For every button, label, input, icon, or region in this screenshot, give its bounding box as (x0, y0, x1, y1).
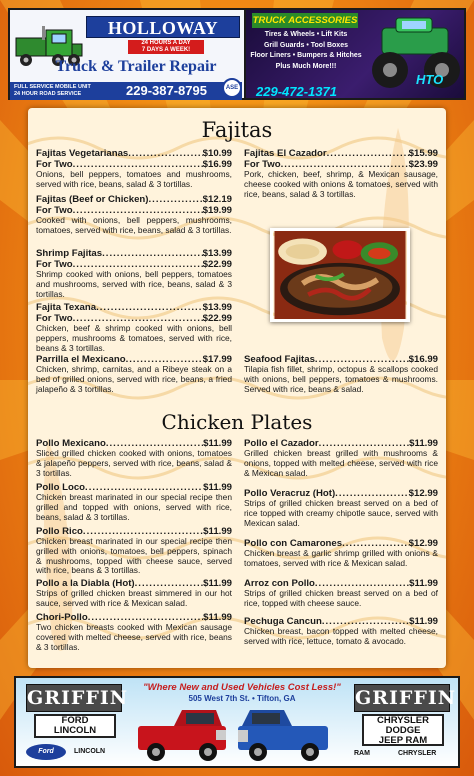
top-advertisement (8, 8, 466, 100)
item-name: Fajitas (Beef or Chicken) (36, 194, 149, 205)
item-name: Fajitas El Cazador (244, 148, 327, 159)
holloway-ad (10, 10, 246, 98)
item-price: $16.99 (408, 354, 438, 365)
item-description: Shrimp cooked with onions, bell peppers, tomatoes and mushrooms, served with rice, beans, salad & 3 tortillas. (36, 269, 232, 299)
leader-dots (327, 148, 409, 159)
menu-item-fajitas-vegetarianas (36, 148, 232, 190)
chicken-plates-section-title: Chicken Plates (161, 410, 313, 434)
service-line-1: FULL SERVICE MOBILE UNIT (14, 84, 91, 90)
item-price: $12.99 (408, 538, 438, 549)
item-description: Chicken, shrimp, carnitas, and a Ribeye steak on a bed of grilled onions, served with rice, beans, a fried jalapeño & 3 tortillas. (36, 364, 232, 394)
menu-item-arroz-con-pollo (244, 578, 438, 609)
menu-item-fajita-texana (36, 302, 232, 353)
dealer-slogan: "Where New and Used Vehicles Cost Less!" (143, 682, 341, 693)
item-description: Onions, bell peppers, tomatoes and mushrooms, served with rice, beans, salad & 3 tortillas. (36, 169, 232, 189)
menu-item-seafood-fajitas (244, 354, 438, 394)
item-price: $12.99 (408, 488, 438, 499)
item-description: Chicken breast marinated in our special recipe then grilled and topped with onions, served with rice, beans, salad & 3 tortillas. (36, 492, 232, 522)
menu-item-pollo-con-camarones (244, 538, 438, 569)
menu-item-pollo-rico (36, 526, 232, 576)
item-name: Shrimp Fajitas (36, 248, 103, 259)
item-price-secondary: $23.99 (408, 159, 438, 170)
item-price: $11.99 (409, 578, 438, 589)
item-price: $12.19 (202, 194, 232, 205)
item-name: Parrilla el Mexicano (36, 354, 126, 365)
item-name-secondary: For Two (244, 159, 281, 170)
item-name: Fajitas Vegetarianas (36, 148, 129, 159)
item-name: Pollo Mexicano (36, 438, 106, 449)
ford-oval-logo: Ford (26, 744, 66, 760)
item-price: $17.99 (202, 354, 232, 365)
hours-badge (128, 40, 204, 54)
item-price-secondary: $22.99 (202, 259, 232, 270)
item-description: Strips of grilled chicken breast served on a bed of rice, topped with cheese sauce. (244, 588, 438, 608)
griffin-chrysler-logo: GRIFFIN (354, 684, 450, 712)
accessories-line: Grill Guards • Tool Boxes (263, 41, 348, 49)
leader-dots (96, 302, 203, 313)
item-description: Two chicken breasts cooked with Mexican sausage covered with melted cheese, served with rice, beans & 3 tortillas. (36, 622, 232, 652)
chrysler-logo: CHRYSLER (398, 750, 437, 757)
brand-ford: FORD (61, 715, 89, 726)
item-name: Pollo Rico (36, 526, 83, 537)
holloway-phone[interactable]: 229-387-8795 (126, 83, 207, 98)
menu-item-pollo-loco (36, 482, 232, 522)
fajita-platter-photo (270, 228, 410, 322)
menu-page (28, 108, 446, 668)
item-name: Arroz con Pollo (244, 578, 315, 589)
menu-item-parrilla-el-mexicano (36, 354, 232, 394)
leader-dots (128, 148, 202, 159)
griffin-ford-logo: GRIFFIN (26, 684, 122, 712)
hto-logo: HTO (416, 72, 444, 87)
item-name: Pechuga Cancun (244, 616, 322, 627)
item-description: Chicken, beef & shrimp cooked with onions, bell peppers, mushrooms & tomatoes, served with rice, beans & 3 tortillas. (36, 323, 232, 353)
item-name: Pollo Veracruz (Hot) (244, 488, 336, 499)
accessories-phone[interactable]: 229-472-1371 (256, 84, 337, 98)
item-price: $11.99 (409, 438, 438, 449)
item-description: Strips of grilled chicken breast served on a bed of rice topped with creamy chipotle sauce, served with Mexican salad. (244, 498, 438, 528)
badge-line-1: 24 HOURS A DAY (141, 40, 191, 46)
item-price: $13.99 (202, 248, 232, 259)
item-price-secondary: $16.99 (202, 159, 232, 170)
brand-chrysler: CHRYSLER (377, 715, 429, 726)
accessories-title: TRUCK ACCESSORIES (252, 15, 358, 26)
truck-accessories-ad (246, 10, 464, 98)
chrysler-dodge-jeep-ram-box (362, 714, 444, 746)
item-description: Chicken breast, bacon topped with melted cheese, served with rice, lettuce, tomato & avocado. (244, 626, 438, 646)
item-price: $11.99 (203, 438, 232, 449)
item-price: $11.99 (203, 482, 232, 493)
blue-pickup-truck-icon (234, 704, 332, 764)
ford-lincoln-box (34, 714, 116, 738)
item-name-secondary: For Two (36, 259, 73, 270)
item-price: $13.99 (202, 302, 232, 313)
item-name-secondary: For Two (36, 313, 73, 324)
menu-item-pollo-veracruz (244, 488, 438, 528)
menu-item-pechuga-cancun (244, 616, 438, 647)
item-name-secondary: For Two (36, 205, 73, 216)
holloway-business-name: HOLLOWAY (86, 16, 240, 38)
item-price: $11.99 (203, 578, 232, 589)
menu-item-pollo-mexicano (36, 438, 232, 478)
holloway-subtitle: Truck & Trailer Repair (55, 58, 217, 75)
leader-dots (149, 194, 203, 205)
accessories-line: Plus Much More!!! (275, 62, 337, 70)
item-description: Chicken breast & garlic shrimp grilled with onions & tomatoes, served with rice & Mexican salad. (244, 548, 438, 568)
accessories-line: Floor Liners • Bumpers & Hitches (250, 52, 362, 59)
brand-dodge: DODGE (385, 725, 421, 736)
service-line-2: 24 HOUR ROAD SERVICE (14, 91, 82, 97)
item-description: Cooked with onions, bell peppers, mushrooms, tomatoes, served with rice, beans, salad & 3 tortillas. (36, 215, 232, 235)
menu-item-chori-pollo (36, 612, 232, 652)
menu-item-pollo-el-cazador (244, 438, 438, 478)
item-description: Chicken breast marinated in our special recipe then grilled with onions, tomatoes, bell peppers, spinach & mushrooms, topped with cheese sauce, served with rice, beans & 3 tortillas. (36, 536, 232, 576)
item-price: $15.99 (408, 148, 438, 159)
service-text (14, 84, 114, 98)
item-price: $11.99 (203, 612, 232, 623)
item-name-secondary: For Two (36, 159, 73, 170)
item-price: $10.99 (202, 148, 232, 159)
menu-item-pollo-a-la-diabla (36, 578, 232, 609)
accessories-list (250, 30, 362, 72)
item-name: Pollo Loco (36, 482, 86, 493)
item-description: Strips of grilled chicken breast simmered in our hot sauce, served with rice & Mexican salad. (36, 588, 232, 608)
item-name: Pollo el Cazador (244, 438, 319, 449)
menu-item-fajitas-el-cazador (244, 148, 438, 199)
item-name: Seafood Fajitas (244, 354, 315, 365)
badge-line-2: 7 DAYS A WEEK! (141, 47, 191, 53)
leader-dots (102, 248, 203, 259)
item-description: Grilled chicken breast grilled with mushrooms & onions, topped with melted cheese, served with rice & Mexican salad. (244, 448, 438, 478)
accessories-line: Tires & Wheels • Lift Kits (264, 31, 348, 38)
item-name: Chori-Pollo (36, 612, 88, 623)
dealer-address: 505 West 7th St. • Tifton, GA (188, 694, 296, 703)
brand-lincoln: LINCOLN (53, 725, 97, 736)
ase-certified-icon: ASE (222, 78, 242, 98)
menu-item-fajitas-beef-chicken (36, 194, 232, 236)
item-price: $11.99 (409, 616, 438, 627)
item-description: Sliced grilled chicken cooked with onions, tomatoes & jalapeño peppers, served with rice, beans, salad & 3 tortillas. (36, 448, 232, 478)
item-price-secondary: $22.99 (202, 313, 232, 324)
lincoln-logo: LINCOLN (74, 748, 106, 755)
brand-jeep-ram: JEEP RAM (378, 735, 428, 746)
red-pickup-truck-icon (134, 704, 230, 764)
item-price: $11.99 (203, 526, 232, 537)
menu-item-shrimp-fajitas (36, 248, 232, 299)
ram-logo: RAM (354, 750, 370, 757)
bottom-advertisement (14, 676, 460, 768)
item-name: Fajita Texana (36, 302, 97, 313)
item-name: Pollo a la Diabla (Hot) (36, 578, 135, 589)
item-description: Pork, chicken, beef, shrimp, & Mexican sausage, cheese cooked with onions & tomatoes, served with rice, beans, salad & 3 tortillas. (244, 169, 438, 199)
item-description: Tilapia fish fillet, shrimp, octopus & scallops cooked with onions, bell peppers, tomatoes & mushrooms. Served with rice, beans & salad. (244, 364, 438, 394)
item-price-secondary: $19.99 (202, 205, 232, 216)
fajitas-section-title: Fajitas (201, 118, 273, 142)
item-name: Pollo con Camarones (244, 538, 343, 549)
monster-truck-icon (362, 14, 464, 96)
